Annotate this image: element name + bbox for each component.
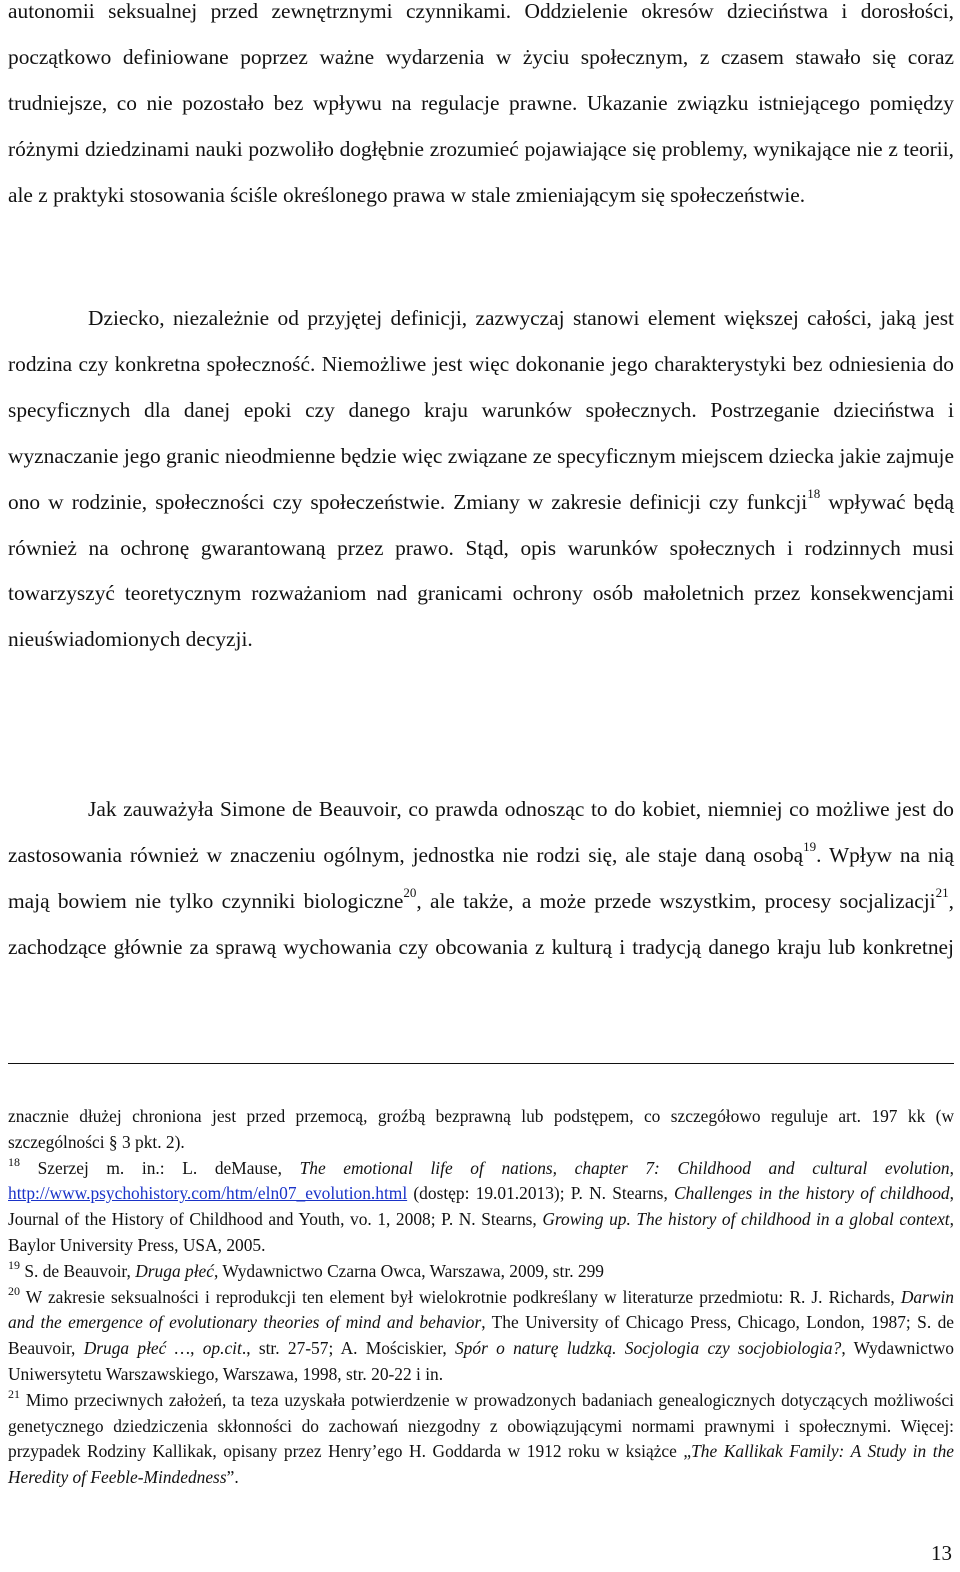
footnote-18-text: , Baylor University Press, USA, 2005. xyxy=(8,1209,955,1255)
footnote-20-text: , xyxy=(190,1338,203,1359)
footnote-21-title: The Kallikak Family: A Study in the Heredity of Feeble-Mindedness xyxy=(8,1441,954,1488)
footnote-20-text: , Wydawnictwo Uniwersytetu Warszawskiego, Warszawa, 1998, str. 20-22 i in. xyxy=(8,1338,954,1384)
footnote-20 xyxy=(8,1285,954,1388)
paragraph-3-text-a: Jak zauważyła Simone de Beauvoir, co prawda odnosząc to do kobiet, niemniej co możliwe jest do zastosowania również w znaczeniu ogólnym, jednostka nie rodzi się, ale staje daną osobą xyxy=(8,797,954,867)
footnote-ref-18[interactable]: 18 xyxy=(807,485,821,501)
footnote-18-link[interactable]: http://www.psychohistory.com/htm/eln07_evolution.html xyxy=(8,1183,408,1204)
footnote-ref-19[interactable]: 19 xyxy=(803,838,817,854)
paragraph-2-text-b: wpływać będą również na ochronę gwarantowaną przez prawo. Stąd, opis warunków społecznych i rodzinnych musi towarzyszyć teoretycznym rozważaniom nad granicami ochrony osób małoletnich przez konsekwencjami nieuświadomionych decyzji. xyxy=(8,489,955,652)
footnote-19-text: , Wydawnictwo Czarna Owca, Warszawa, 2009, str. 299 xyxy=(213,1260,604,1281)
footnote-18-text: (dostęp: 19.01.2013); P. N. Stearns, xyxy=(407,1183,675,1204)
footnote-20-text: ., str. 27-57; A. Mościskier, xyxy=(241,1338,455,1359)
paragraph-1 xyxy=(8,0,954,219)
footnote-continuation-text: znacznie dłużej chroniona jest przed przemocą, groźbą bezprawną lub podstępem, co szczegółowo reguluje art. 197 kk (w szczególności § 3 pkt. 2). xyxy=(8,1106,954,1152)
footnote-20-text: , The University of Chicago Press, Chicago, London, 1987; S. de Beauvoir, xyxy=(8,1312,954,1359)
footnote-18-text: , xyxy=(949,1157,954,1178)
footnote-20-title: Darwin and the emergence of evolutionary theories of mind and behavior xyxy=(8,1286,954,1333)
footnote-21-text: Mimo przeciwnych założeń, ta teza uzyskała potwierdzenie w prowadzonych badaniach genealogicznych dotyczących możliwości genetycznego dziedziczenia skłonności do zachowań niezgodny z obowiązującymi normami prawnymi i społecznymi. Więcej: przypadek Rodziny Kallikak, opisany przez Henry’ego H. Goddarda w 1912 roku w książce „ xyxy=(8,1389,954,1462)
footnote-18-text: Szerzej m. in.: L. deMause, xyxy=(20,1157,300,1178)
footnote-19-number: 19 xyxy=(8,1257,20,1272)
footnote-18-number: 18 xyxy=(8,1154,20,1169)
footnotes xyxy=(8,1104,954,1491)
footnote-20-text: W zakresie seksualności i reprodukcji ten element był wielokrotnie podkreślany w literaturze przedmiotu: R. J. Richards, xyxy=(20,1286,901,1307)
footnote-18-text: , Journal of the History of Childhood and Youth, vo. 1, 2008; P. N. Stearns, xyxy=(8,1183,954,1230)
paragraph-1-text: autonomii seksualnej przed zewnętrznymi czynnikami. Oddzielenie okresów dzieciństwa i dorosłości, początkowo definiowane poprzez ważne wydarzenia w życiu społecznym, z czasem stawało się coraz trudniejsze, co nie pozostało bez wpływu na regulacje prawne. Ukazanie związku istniejącego pomiędzy różnymi dziedzinami nauki pozwoliło dogłębnie zrozumieć pojawiające się problemy, wynikające nie z teorii, ale z praktyki stosowania ściśle określonego prawa w stale zmieniającym się społeczeństwie. xyxy=(8,0,954,207)
footnote-continuation xyxy=(8,1104,954,1156)
footnote-ref-21[interactable]: 21 xyxy=(935,884,949,900)
footnote-21-number: 21 xyxy=(8,1386,20,1401)
paragraph-2 xyxy=(8,296,954,663)
footnote-21-text: ”. xyxy=(226,1467,239,1488)
footnote-18 xyxy=(8,1156,954,1259)
footnote-18-title: Challenges in the history of childhood xyxy=(674,1183,950,1204)
paragraph-3 xyxy=(8,787,954,971)
paragraph-3-text-d: , zachodzące głównie za sprawą wychowania czy obcowania z kulturą i tradycją danego kraju lub konkretnej xyxy=(8,888,954,959)
footnote-20-title: op.cit xyxy=(202,1338,242,1359)
page-number: 13 xyxy=(931,1541,952,1565)
footnote-20-number: 20 xyxy=(8,1283,20,1298)
footnote-20-title: Spór o naturę ludzką. Socjologia czy socjobiologia? xyxy=(454,1338,842,1359)
footnote-19 xyxy=(8,1259,954,1285)
footnote-21 xyxy=(8,1388,954,1491)
footnote-ref-20[interactable]: 20 xyxy=(403,884,417,900)
footnote-20-title: Druga płeć … xyxy=(83,1338,191,1359)
footnote-19-text: S. de Beauvoir, xyxy=(20,1260,136,1281)
footnote-18-title: The emotional life of nations, chapter 7: Childhood and cultural evolution xyxy=(299,1157,950,1178)
footnote-separator xyxy=(8,1063,954,1064)
paragraph-3-text-b: . Wpływ na nią mają bowiem nie tylko czynniki biologiczne xyxy=(8,842,954,913)
paragraph-2-text-a: Dziecko, niezależnie od przyjętej definicji, zazwyczaj stanowi element większej całości, jaką jest rodzina czy konkretna społeczność. Niemożliwe jest więc dokonanie jego charakterystyki bez odniesienia do specyficznych dla danej epoki czy danego kraju warunków społecznych. Postrzeganie dzieciństwa i wyznaczanie jego granic nieodmienne będzie więc związane ze specyficznym miejscem dziecka jakie zajmuje ono w rodzinie, społeczności czy społeczeństwie. Zmiany w zakresie definicji czy funkcji xyxy=(8,306,954,514)
footnote-19-title: Druga płeć xyxy=(135,1260,214,1281)
paragraph-3-text-c: , ale także, a może przede wszystkim, procesy socjalizacji xyxy=(416,888,936,913)
footnote-18-title: Growing up. The history of childhood in a global context xyxy=(542,1209,950,1230)
